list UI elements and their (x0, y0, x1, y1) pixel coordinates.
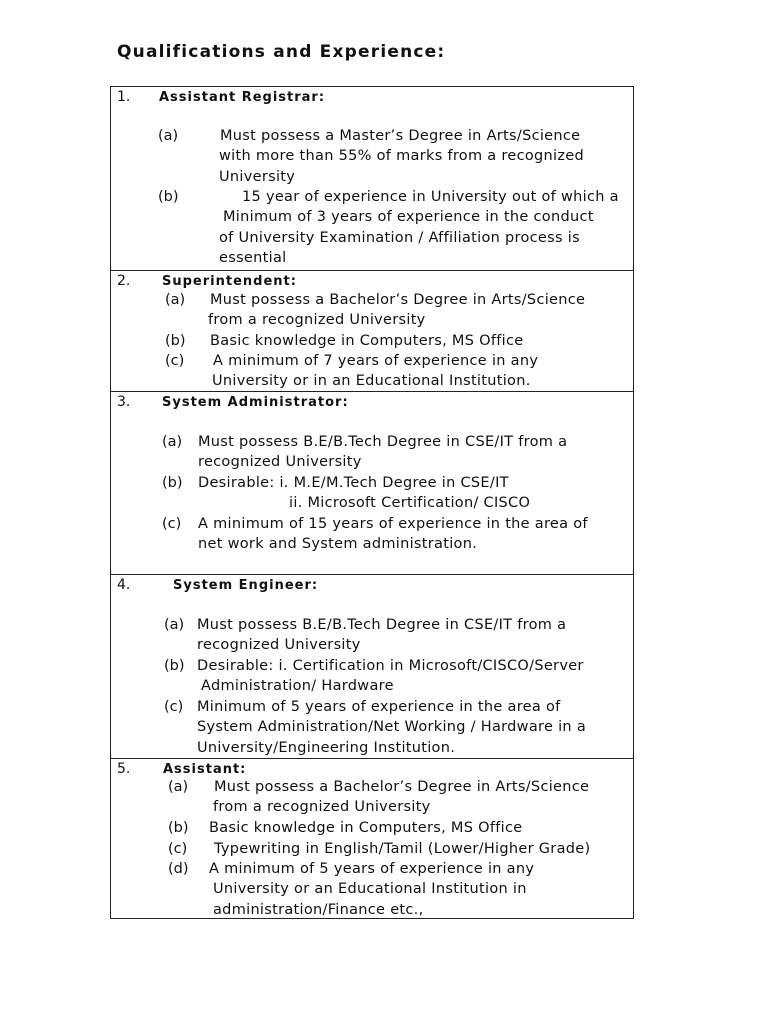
requirement-text-line: Minimum of 5 years of experience in the area of (197, 699, 561, 715)
position-row-assistant-registrar (111, 87, 633, 270)
requirement-text-line: A minimum of 5 years of experience in any (209, 861, 535, 877)
requirement-label: (c) (162, 516, 182, 532)
requirement-label: (a) (164, 617, 185, 633)
position-title: Superintendent: (162, 274, 297, 289)
position-title: System Administrator: (162, 395, 349, 410)
requirement-text-line: University/Engineering Institution. (197, 739, 456, 756)
requirement-text-line: Basic knowledge in Computers, MS Office (210, 333, 524, 349)
requirement-text-line: Minimum of 3 years of experience in the conduct (223, 209, 594, 226)
requirement-text-line: essential (219, 249, 287, 266)
row-number: 4. (117, 577, 131, 593)
requirement-label: (c) (164, 699, 184, 715)
requirement-label: (a) (165, 292, 186, 308)
requirement-text-line: Must possess B.E/B.Tech Degree in CSE/IT from a (197, 617, 567, 633)
requirement-label: (a) (162, 434, 183, 450)
row-number: 2. (117, 273, 131, 289)
requirement-label: (b) (158, 189, 179, 205)
requirement-text-line: University or in an Educational Institution. (212, 373, 531, 390)
requirement-label: (d) (168, 861, 189, 877)
requirement-text-line: Desirable: i. Certification in Microsoft/CISCO/Server (197, 658, 584, 674)
qualifications-table (110, 86, 634, 919)
requirement-text-line: Must possess a Bachelor’s Degree in Arts/Science (214, 779, 590, 795)
requirement-text-line: from a recognized University (208, 312, 426, 329)
position-row-system-administrator (111, 391, 633, 574)
requirement-label: (c) (168, 841, 188, 857)
requirement-text-line: Basic knowledge in Computers, MS Office (209, 820, 523, 836)
requirement-text-line: ii. Microsoft Certification/ CISCO (289, 495, 531, 512)
requirement-label: (b) (162, 475, 183, 491)
requirement-text-line: A minimum of 7 years of experience in any (213, 353, 539, 369)
position-title: Assistant Registrar: (159, 90, 326, 105)
position-title: System Engineer: (173, 578, 319, 593)
row-number: 5. (117, 761, 131, 777)
requirement-label: (b) (165, 333, 186, 349)
requirement-text-line: University or an Educational Institution in (213, 881, 527, 898)
requirement-label: (a) (158, 128, 179, 144)
requirement-text-line: Desirable: i. M.E/M.Tech Degree in CSE/IT (198, 475, 509, 491)
position-row-superintendent (111, 270, 633, 391)
requirement-label: (a) (168, 779, 189, 795)
requirement-text-line: with more than 55% of marks from a recognized (219, 148, 584, 165)
requirement-text-line: Must possess a Master’s Degree in Arts/Science (220, 128, 581, 144)
requirement-text-line: net work and System administration. (198, 536, 478, 553)
position-row-assistant (111, 758, 633, 918)
requirement-label: (b) (164, 658, 185, 674)
requirement-label: (b) (168, 820, 189, 836)
requirement-label: (c) (165, 353, 185, 369)
position-row-system-engineer (111, 574, 633, 758)
requirement-text-line: Must possess a Bachelor’s Degree in Arts/Science (210, 292, 586, 308)
position-title: Assistant: (163, 762, 247, 777)
requirement-text-line: 15 year of experience in University out of which a (242, 189, 619, 205)
requirement-text-line: A minimum of 15 years of experience in the area of (198, 516, 588, 532)
requirement-text-line: administration/Finance etc., (213, 901, 424, 918)
requirement-text-line: System Administration/Net Working / Hardware in a (197, 719, 587, 736)
requirement-text-line: recognized University (198, 454, 362, 471)
requirement-text-line: recognized University (197, 637, 361, 654)
row-number: 1. (117, 89, 131, 105)
requirement-text-line: Typewriting in English/Tamil (Lower/Higher Grade) (214, 841, 591, 857)
requirement-text-line: Administration/ Hardware (201, 678, 394, 695)
requirement-text-line: of University Examination / Affiliation process is (219, 229, 580, 246)
requirement-text-line: from a recognized University (213, 799, 431, 816)
requirement-text-line: Must possess B.E/B.Tech Degree in CSE/IT from a (198, 434, 568, 450)
requirement-text-line: University (219, 168, 296, 185)
page-title: Qualifications and Experience: (117, 42, 446, 62)
row-number: 3. (117, 394, 131, 410)
